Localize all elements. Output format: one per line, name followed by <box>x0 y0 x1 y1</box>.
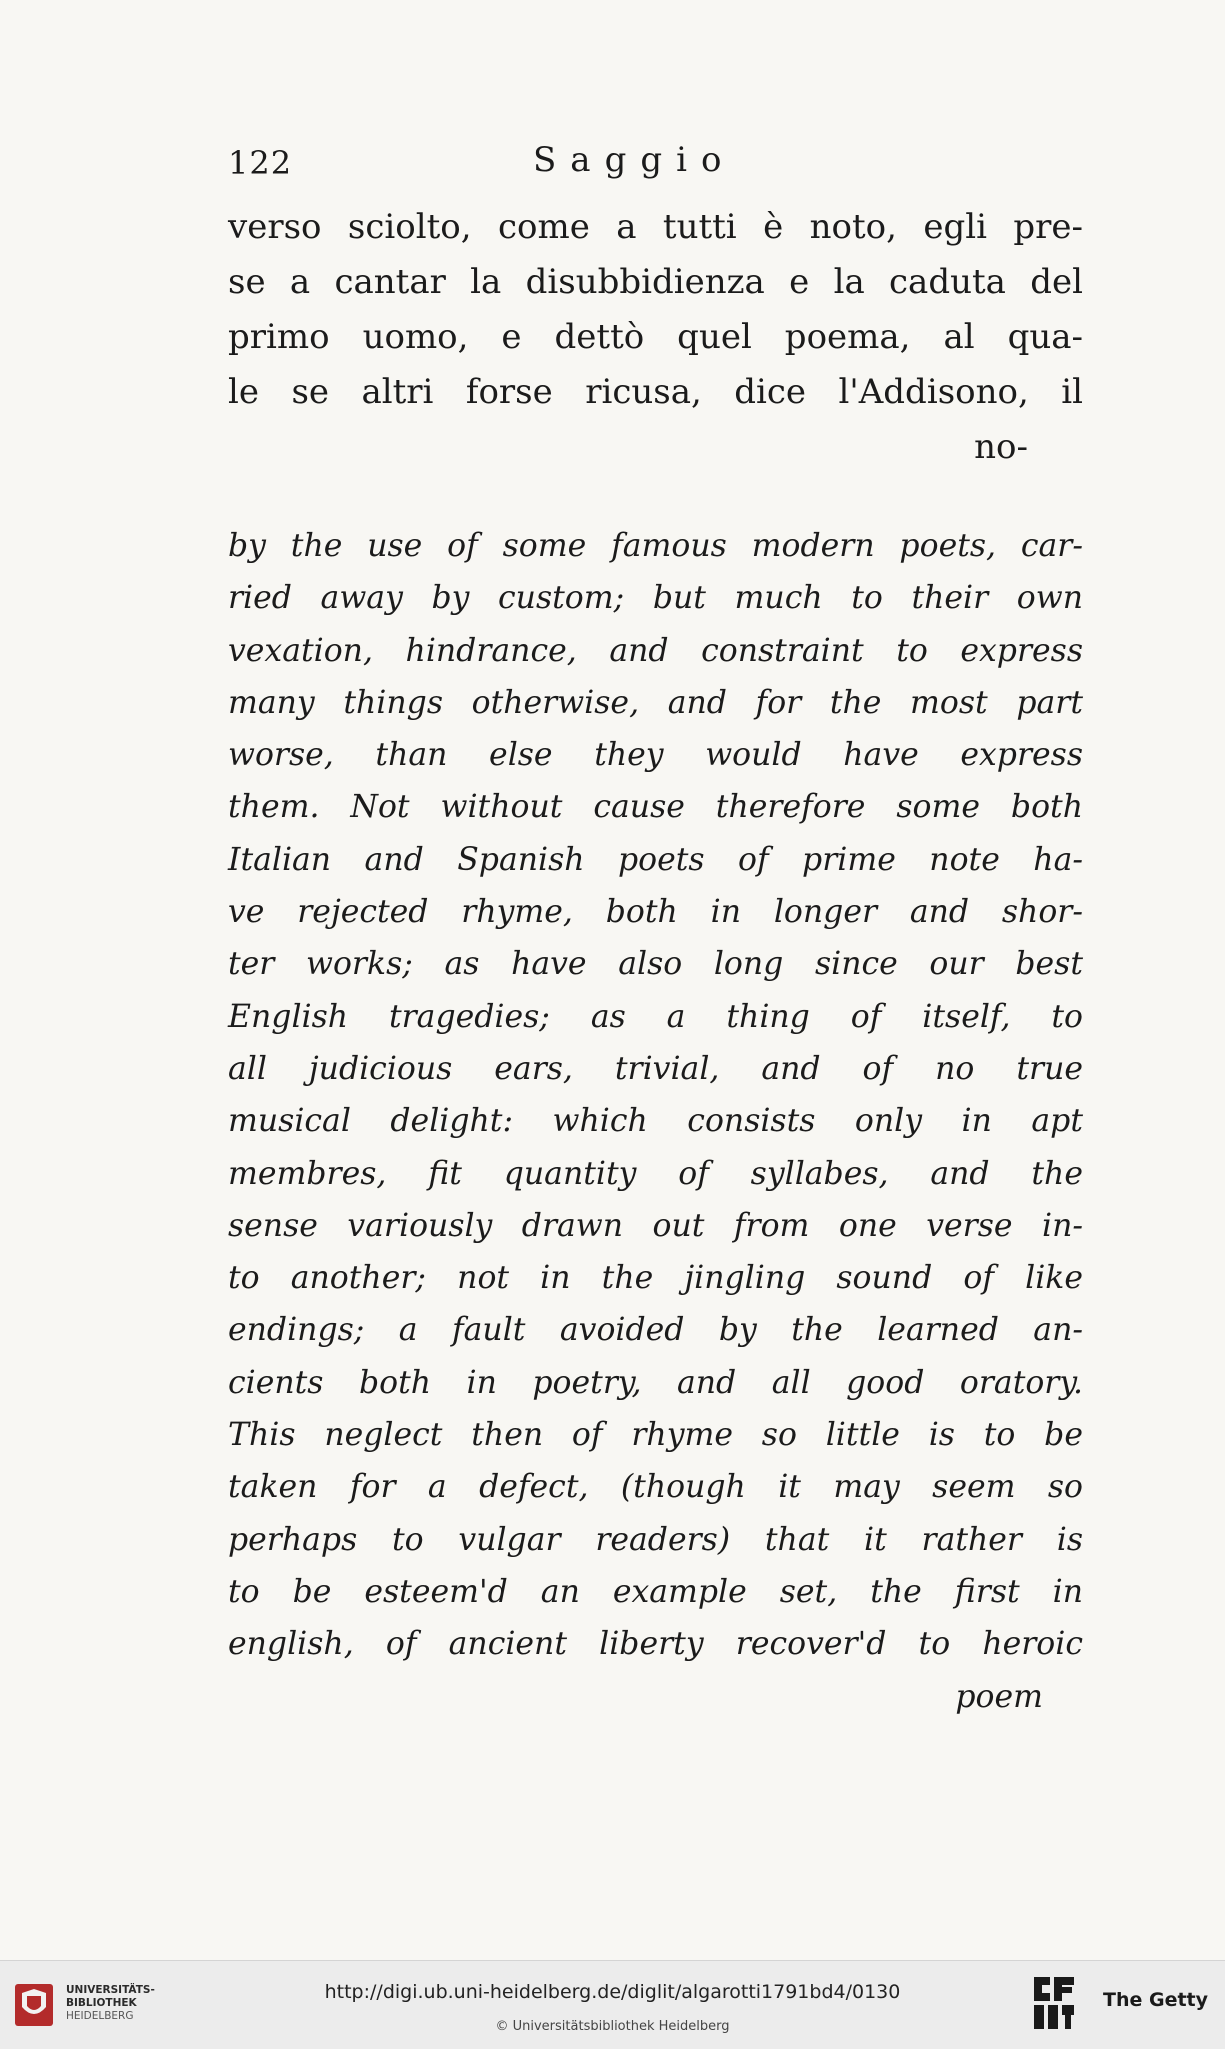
text-line: all judicious ears, trivial, and of no true <box>228 1050 1083 1087</box>
text-line: many things otherwise, and for the most part <box>228 684 1083 721</box>
catchword: no- <box>974 427 1028 467</box>
text-line: to another; not in the jingling sound of like <box>228 1260 1083 1297</box>
text-line: English tragedies; as a thing of itself, to <box>228 998 1083 1035</box>
viewer-footer <box>0 1960 1225 2049</box>
text-line: english, of ancient liberty recover'd to heroic <box>228 1626 1083 1663</box>
page-header <box>228 140 1088 190</box>
library-name-line: BIBLIOTHEK <box>66 1997 137 2009</box>
text-line: perhaps to vulgar readers) that it rather is <box>228 1521 1083 1558</box>
copyright-notice: © Universitätsbibliothek Heidelberg <box>495 2019 730 2034</box>
text-line: sense variously drawn out from one verse in- <box>228 1207 1083 1244</box>
text-line: verso sciolto, come a tutti è noto, egli pre- <box>228 207 1083 247</box>
catchword: poem <box>955 1678 1043 1715</box>
text-line: worse, than else they would have express <box>228 737 1083 774</box>
running-title: Saggio <box>533 140 736 180</box>
text-line: them. Not without cause therefore some both <box>228 789 1083 826</box>
text-line: to be esteem'd an example set, the first in <box>228 1573 1083 1610</box>
text-line: vexation, hindrance, and constraint to express <box>228 632 1083 669</box>
getty-logo-icon[interactable] <box>1030 1973 1078 2033</box>
italian-paragraph <box>228 200 1083 475</box>
sponsor-name: The Getty <box>1103 1989 1209 2011</box>
text-line: musical delight: which consists only in apt <box>228 1103 1083 1140</box>
text-line: le se altri forse ricusa, dice l'Addisono, il <box>228 372 1083 412</box>
text-line: ter works; as have also long since our best <box>228 946 1083 983</box>
page-number: 122 <box>228 144 293 182</box>
text-line: cients both in poetry, and all good oratory. <box>228 1364 1083 1401</box>
text-line: membres, fit quantity of syllabes, and the <box>228 1155 1083 1192</box>
library-name-line: UNIVERSITÄTS- <box>66 1984 155 1996</box>
text-line: This neglect then of rhyme so little is to be <box>228 1417 1083 1454</box>
text-line: endings; a fault avoided by the learned an- <box>228 1312 1083 1349</box>
text-line: by the use of some famous modern poets, car- <box>228 528 1083 564</box>
text-line: primo uomo, e dettò quel poema, al qua- <box>228 317 1083 357</box>
text-line: ried away by custom; but much to their own <box>228 580 1083 617</box>
text-line: ve rejected rhyme, both in longer and shor- <box>228 894 1083 931</box>
english-footnote <box>228 520 1083 1723</box>
text-line: Italian and Spanish poets of prime note ha- <box>228 841 1083 878</box>
text-line: taken for a defect, (though it may seem so <box>228 1469 1083 1506</box>
library-name-line: HEIDELBERG <box>66 2010 134 2022</box>
permalink-url[interactable]: http://digi.ub.uni-heidelberg.de/diglit/algarotti1791bd4/0130 <box>324 1981 901 2003</box>
text-line: se a cantar la disubbidienza e la caduta del <box>228 262 1083 302</box>
